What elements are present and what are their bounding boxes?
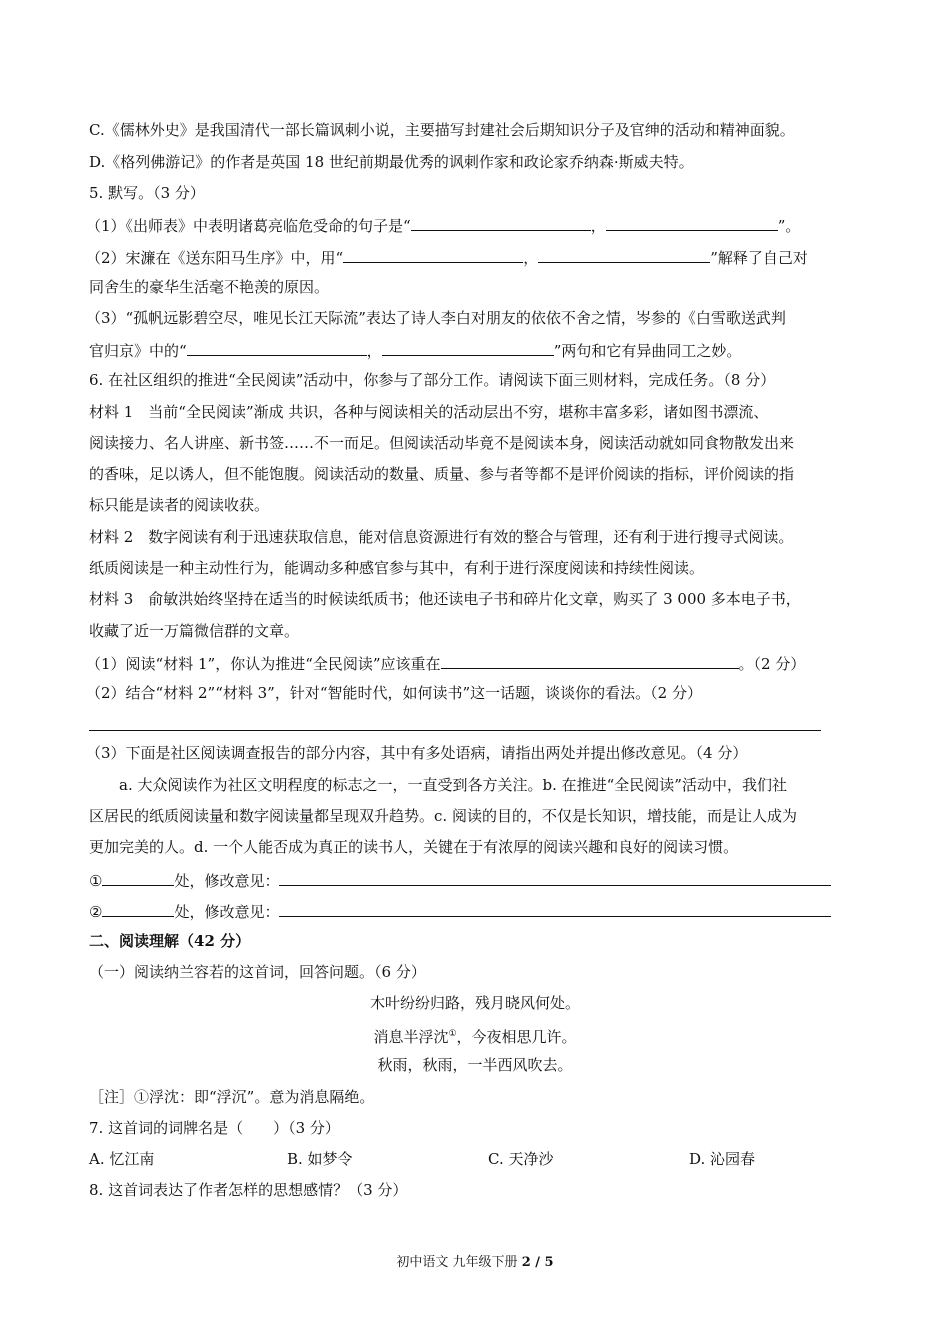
material-3-line-2: 收藏了近一万篇微信群的文章。 <box>89 622 300 640</box>
answer-blank[interactable] <box>279 900 831 917</box>
question-6-3: （3）下面是社区阅读调查报告的部分内容，其中有多处语病，请指出两处并提出修改意见。（4 分） <box>86 744 748 762</box>
poem-line-2-a: 消息半浮沈 <box>373 1028 449 1046</box>
paragraph-line-1: a. 大众阅读作为社区文明程度的标志之一，一直受到各方关注。b. 在推进“全民阅读”活动中，我们社 <box>119 776 787 794</box>
poem-line-2 <box>0 1024 950 1047</box>
footnote: ［注］①浮沈：即“浮沉”。意为消息隔绝。 <box>89 1088 375 1106</box>
option-b[interactable]: B. 如梦令 <box>287 1150 353 1168</box>
question-8: 8. 这首词表达了作者怎样的思想感情？（3 分） <box>89 1181 408 1199</box>
option-c[interactable]: C. 天净沙 <box>488 1150 554 1168</box>
question-5: 5. 默写。（3 分） <box>89 184 205 202</box>
answer-blank[interactable] <box>343 246 523 263</box>
answer-2-label: 处，修改意见： <box>174 903 280 921</box>
answer-blank[interactable] <box>538 246 710 263</box>
material-2-line-1: 材料 2 数字阅读有利于迅速获取信息，能对信息资源进行有效的整合与管理，还有利于进行搜寻式阅读。 <box>89 528 794 546</box>
material-1-line-1: 材料 1 当前“全民阅读”渐成 共识，各种与阅读相关的活动层出不穷，堪称丰富多彩，诸如图书漂流、 <box>89 403 769 421</box>
question-6: 6. 在社区组织的推进“全民阅读”活动中，你参与了部分工作。请阅读下面三则材料，完成任务。（8 分） <box>89 371 776 389</box>
q5-1-text: （1）《出师表》中表明诸葛亮临危受命的句子是“ <box>86 217 411 235</box>
answer-1-marker: ① <box>89 872 103 890</box>
question-5-2-cont: 同舍生的豪华生活毫不艳羡的原因。 <box>89 278 330 296</box>
q5-2-end: ”解释了自己对 <box>710 249 808 267</box>
answer-blank[interactable] <box>187 339 367 356</box>
page-number: 2 / 5 <box>521 1255 554 1270</box>
answer-blank[interactable] <box>411 214 591 231</box>
question-7: 7. 这首词的词牌名是（ ）（3 分） <box>89 1119 340 1137</box>
material-1-line-3: 的香味，足以诱人，但不能饱腹。阅读活动的数量、质量、参与者等都不是评价阅读的指标，评价阅读的指 <box>89 465 795 483</box>
answer-blank[interactable] <box>102 869 174 886</box>
material-3-line-1: 材料 3 俞敏洪始终坚持在适当的时候读纸质书；他还读电子书和碎片化文章，购买了 3 000 多本电子书， <box>89 590 801 608</box>
q5-3-end: ”两句和它有异曲同工之妙。 <box>553 342 742 360</box>
footnote-marker: ① <box>448 1029 457 1039</box>
section-2-title: 二、阅读理解（42 分） <box>89 932 251 950</box>
answer-2 <box>89 900 831 922</box>
answer-blank[interactable] <box>441 652 739 669</box>
paragraph-line-3: 更加完美的人。d. 一个人能否成为真正的读书人，关键在于有浓厚的阅读兴趣和良好的阅读习惯。 <box>89 838 739 856</box>
material-1-line-4: 标只能是读者的阅读收获。 <box>89 496 270 514</box>
material-1-line-2: 阅读接力、名人讲座、新书签……不一而足。但阅读活动毕竟不是阅读本身，阅读活动就如同食物散发出来 <box>89 434 795 452</box>
question-5-3: （3）“孤帆远影碧空尽，唯见长江天际流”表达了诗人李白对朋友的依依不舍之情，岑参的《白雪歌送武判 <box>86 309 786 327</box>
option-a[interactable]: A. 忆江南 <box>89 1150 155 1168</box>
q6-1-score: 。（2 分） <box>738 655 806 673</box>
q5-3-comma: ， <box>366 342 382 360</box>
poem-line-2-b: ，今夜相思几许。 <box>456 1028 577 1046</box>
poem-line-1: 木叶纷纷归路，残月晓风何处。 <box>369 994 580 1012</box>
q5-3-text: 官归京》中的“ <box>89 342 187 360</box>
answer-2-marker: ② <box>89 903 103 921</box>
q5-2-comma: ， <box>523 249 539 267</box>
material-2-line-2: 纸质阅读是一种主动性行为，能调动多种感官参与其中，有利于进行深度阅读和持续性阅读。 <box>89 559 705 577</box>
answer-blank[interactable] <box>606 214 778 231</box>
question-5-3-cont <box>89 339 741 361</box>
question-5-2 <box>86 246 808 268</box>
option-c-q4: C.《儒林外史》是我国清代一部长篇讽刺小说，主要描写封建社会后期知识分子及官绅的活动和精神面貌。 <box>89 121 795 139</box>
answer-blank[interactable] <box>382 339 554 356</box>
q5-1-comma: ， <box>590 217 606 235</box>
paragraph-line-2: 区居民的纸质阅读量和数字阅读量都呈现双升趋势。c. 阅读的目的，不仅是长知识，增技能，而是让人成为 <box>89 807 797 825</box>
footer-subject: 初中语文 九年级下册 <box>396 1255 522 1270</box>
q5-1-end: ”。 <box>777 217 801 235</box>
answer-blank[interactable] <box>102 900 174 917</box>
answer-blank[interactable] <box>279 869 831 886</box>
question-6-2: （2）结合“材料 2”“材料 3”，针对“智能时代，如何读书”这一话题，谈谈你的看法。（2 分） <box>86 684 702 702</box>
answer-1 <box>89 869 831 891</box>
question-6-1 <box>86 652 805 674</box>
option-d[interactable]: D. 沁园春 <box>689 1150 756 1168</box>
page-footer <box>0 1251 950 1270</box>
q6-1-text: （1）阅读“材料 1”，你认为推进“全民阅读”应该重在 <box>86 655 441 673</box>
subsection-1: （一）阅读纳兰容若的这首词，回答问题。（6 分） <box>89 963 426 981</box>
poem-line-3: 秋雨，秋雨，一半西风吹去。 <box>377 1056 573 1074</box>
answer-1-label: 处，修改意见： <box>174 872 280 890</box>
q5-2-text: （2）宋濂在《送东阳马生序》中，用“ <box>86 249 344 267</box>
answer-line[interactable] <box>89 730 821 731</box>
option-d-q4: D.《格列佛游记》的作者是英国 18 世纪前期最优秀的讽刺作家和政论家乔纳森·斯威夫特。 <box>89 153 694 171</box>
question-5-1 <box>86 214 800 236</box>
